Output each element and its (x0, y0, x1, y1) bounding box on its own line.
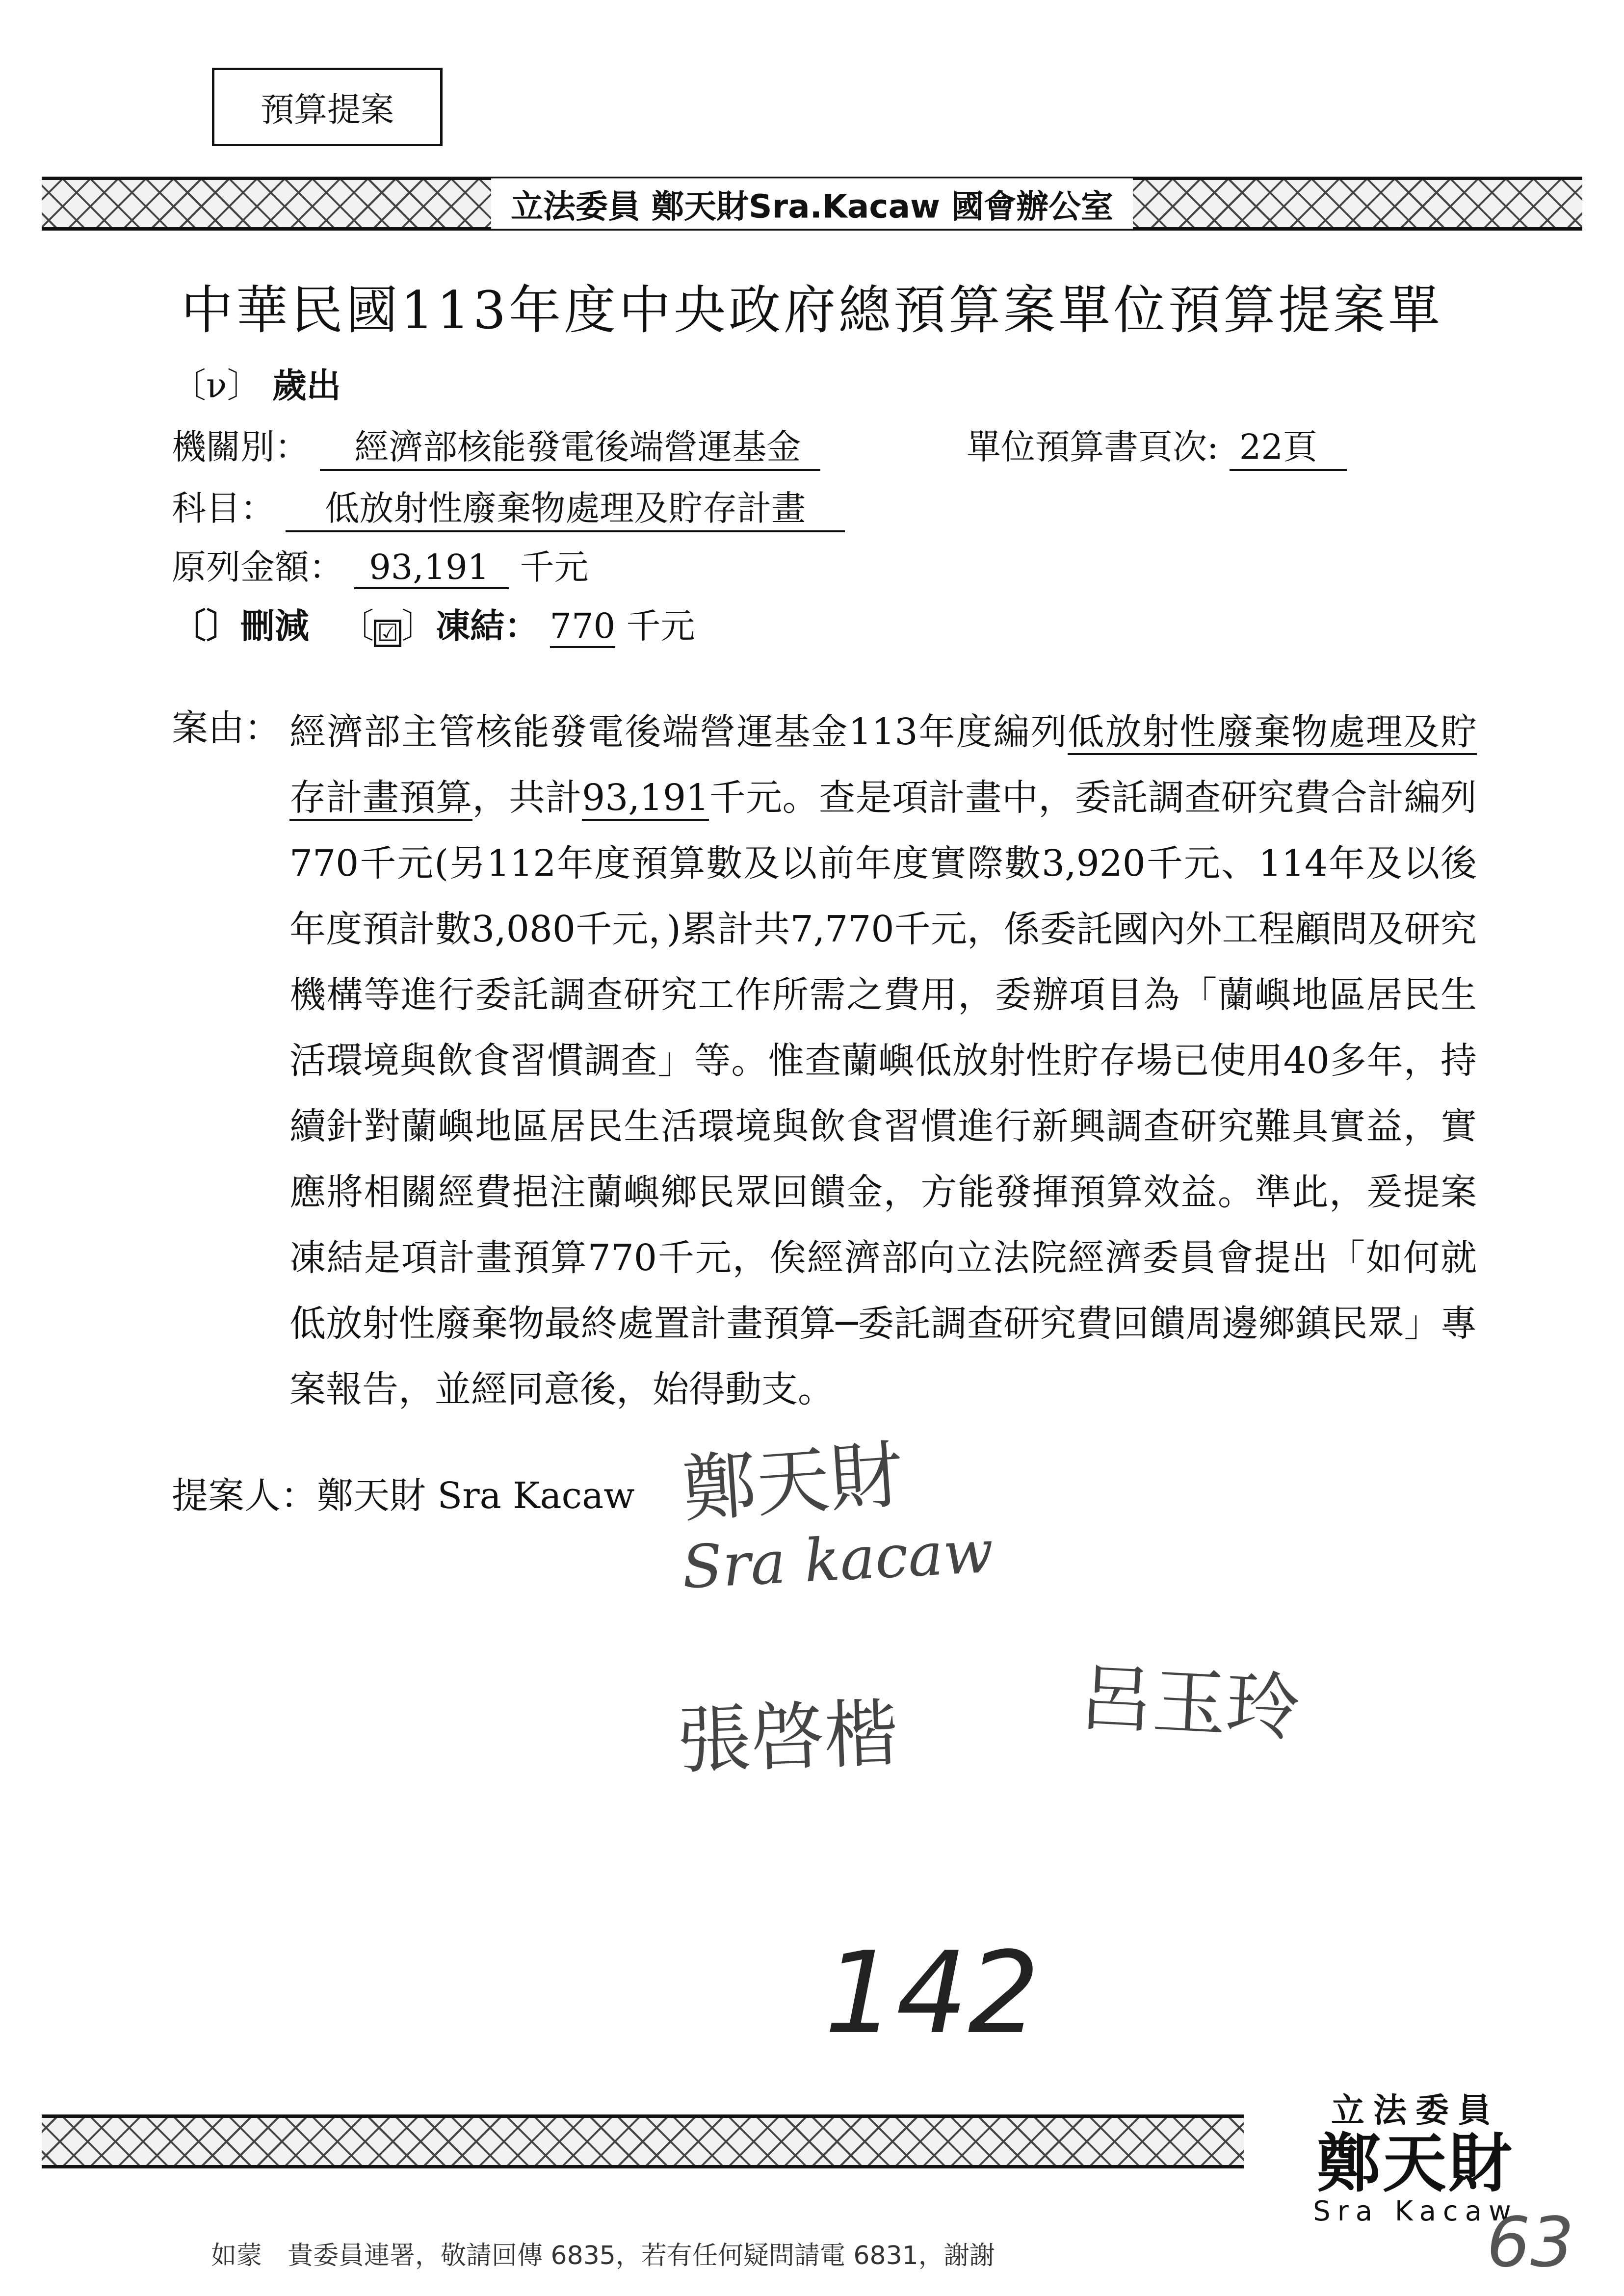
freeze-label: 凍結： (436, 606, 539, 646)
subject-row (172, 481, 845, 532)
proposal-type-text: 預算提案 (260, 90, 394, 130)
reason-label: 案由： (172, 707, 281, 749)
footer-banner (42, 2114, 1244, 2168)
original-amount-value: 93,191 (354, 547, 509, 589)
reason-text-3: 千元。查是項計畫中，委託調查研究費合計編列770千元(另112年度預算數及以前年度實際數3,920千元、114年及以後年度預計數3,080千元，)累計共7,770千元，係委託國內外工程顧問及研究機構等進行委託調查研究工作所需之費用，委辦項目為「蘭嶼地區居民生活環境與飲食習慣調查」等。惟查蘭嶼低放射性貯存場已使用40多年，持續針對蘭嶼地區居民生活環境與飲食習慣進行新興調查研究難具實益，實應將相關經費挹注蘭嶼鄉民眾回饋金，方能發揮預算效益。準此，爰提案凍結是項計畫預算770千元，俟經濟部向立法院經濟委員會提出「如何就低放射性廢棄物最終處置計畫預算─委託調查研究費回饋周邊鄉鎮民眾」專案報告，並經同意後，始得動支。 (289, 777, 1477, 1410)
reason-underlined-amount: 93,191 (582, 777, 709, 821)
office-banner (42, 177, 1582, 231)
logo-title: 立法委員 (1331, 2091, 1500, 2130)
original-amount-unit: 千元 (520, 547, 589, 587)
reason-underlined-plan: 低放射性廢棄物處理及貯存計畫預算 (289, 711, 1477, 821)
category-row (172, 358, 341, 408)
action-row: 〔〕刪減 〔 ☑〕凍結： 770 千元 (172, 599, 695, 648)
agency-label: 機關別： (172, 427, 309, 467)
signature-4: 呂玉玲 (1077, 1655, 1302, 1752)
page-ref-row (967, 419, 1347, 471)
original-amount-row (172, 540, 588, 589)
page-number: 63 (1487, 2203, 1574, 2283)
agency-row (172, 419, 820, 471)
page-title: 中華民國113年度中央政府總預算案單位預算提案單 (181, 280, 1443, 340)
cut-option: 〔〕刪減 (172, 606, 309, 646)
freeze-value: 770 (550, 606, 616, 648)
signature-1: 鄭天財 (680, 1432, 906, 1533)
freeze-unit: 千元 (626, 606, 695, 646)
office-banner-text: 立法委員 鄭天財Sra.Kacaw 國會辦公室 (491, 179, 1133, 229)
footer-note: 如蒙 貴委員連署，敬請回傳 6835，若有任何疑問請電 6831，謝謝 (211, 2241, 995, 2270)
category-label: 歲出 (272, 365, 341, 406)
proposer-label: 提案人： (172, 1475, 317, 1517)
logo-name: 鄭天財 (1316, 2126, 1514, 2201)
original-amount-label: 原列金額： (172, 547, 343, 587)
signature-2: Sra kacaw (680, 1517, 995, 1602)
category-mark: 〔ν〕 (172, 365, 262, 406)
reason-body (289, 699, 1477, 1422)
page-ref-value: 22頁 (1230, 419, 1347, 471)
handwritten-number: 142 (824, 1928, 1040, 2059)
logo-english-name: Sra Kacaw (1313, 2195, 1518, 2227)
subject-value: 低放射性廢棄物處理及貯存計畫 (286, 481, 845, 532)
freeze-checkbox: ☑ (374, 620, 401, 647)
proposer-name: 鄭天財 Sra Kacaw (317, 1475, 635, 1517)
agency-value: 經濟部核能發電後端營運基金 (320, 419, 820, 471)
signature-3: 張啓楷 (676, 1691, 900, 1784)
subject-label: 科目： (172, 488, 275, 528)
page-ref-label: 單位預算書頁次: (967, 427, 1219, 467)
proposal-type-tag (212, 68, 443, 146)
proposer-row (172, 1467, 635, 1519)
reason-text-1: 經濟部主管核能發電後端營運基金113年度編列 (289, 711, 1068, 753)
reason-text-2: ，共計 (472, 777, 582, 819)
